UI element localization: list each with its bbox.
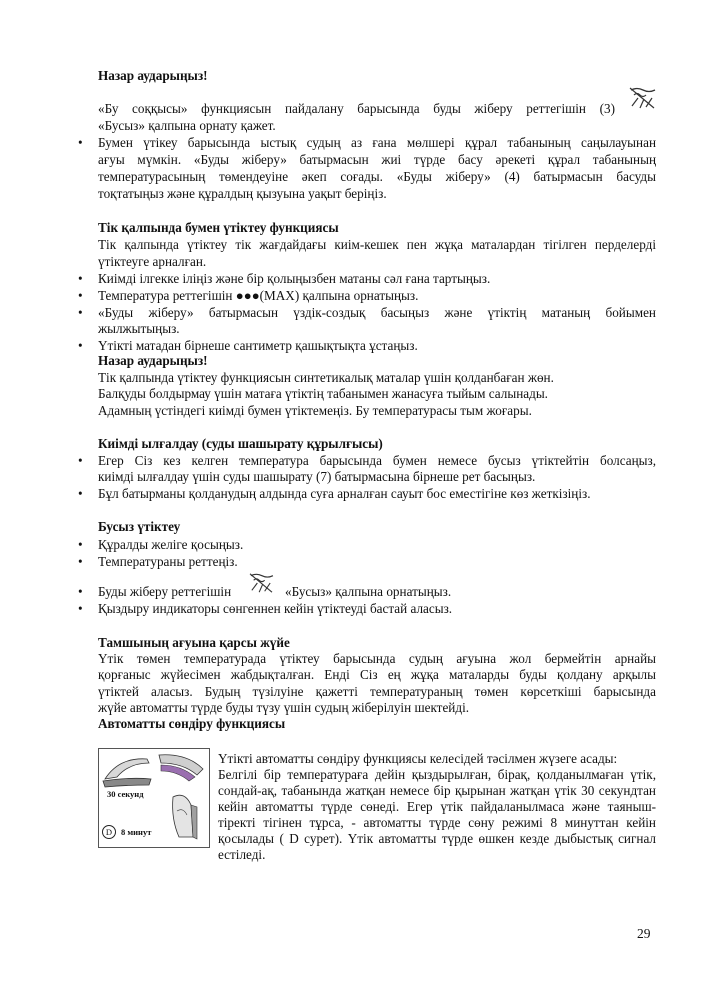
paragraph-line: үтіктеуге арналған. bbox=[98, 254, 207, 269]
bullet-line: Құралды желіге қосыңыз. bbox=[98, 537, 244, 552]
figure-letter-badge: D bbox=[102, 825, 116, 839]
paragraph-line: үтіктей аласыз. Будың түзілуіне қажетті температураның төмен көрсеткіші барысында bbox=[98, 684, 656, 699]
bullet-line: Киімді ілгекке іліңіз және бір қолыңызбен матаны сәл ғана тартыңыз. bbox=[98, 271, 491, 286]
bullet-icon: • bbox=[78, 271, 83, 286]
paragraph-line: қорғаныс жүйесімен жабдықталған. Енді Сіз ең жұқа маталарды буды қолдану арқылы bbox=[98, 667, 656, 682]
bullet-line: Буды жіберу реттегішін bbox=[98, 584, 232, 599]
bullet-icon: • bbox=[78, 601, 83, 616]
page-number: 29 bbox=[637, 926, 651, 941]
bullet-line: Бумен үтікеу барысында ыстық судың аз ғана мөлшері құрал табанының саңылауынан bbox=[98, 135, 656, 150]
bullet-line: Қыздыру индикаторы сөнгеннен кейін үтіктеуді бастай аласыз. bbox=[98, 601, 453, 616]
bullet-line: температурасының төмендеуіне әкеп соғады. «Буды жіберу» (4) батырмасын басуды bbox=[98, 169, 656, 184]
paragraph-line: тіректі тігінен тұрса, - автоматты түрде сөну режимі 8 минуттан кейін bbox=[218, 815, 656, 830]
bullet-icon: • bbox=[78, 554, 83, 569]
paragraph-line: қосылады ( D сурет). Үтік автоматты түрде өшкен кезде дыбыстық сигнал bbox=[218, 831, 656, 846]
warning-heading: Назар аударыңыз! bbox=[98, 353, 208, 368]
section-heading: Бусыз үтіктеу bbox=[98, 519, 181, 534]
bullet-line: Егер Сіз кез келген температура барысында бумен немесе бусыз үтіктейтін болсаңыз, bbox=[98, 453, 656, 468]
bullet-line: тоқтатыңыз және құралдың қызуына уақыт беріңіз. bbox=[98, 186, 387, 201]
figure-label-30-seconds: 30 секунд bbox=[107, 789, 144, 799]
section-heading: Автоматты сөндіру функциясы bbox=[98, 716, 286, 731]
steam-off-icon bbox=[628, 86, 656, 110]
bullet-line: ағуы мүмкін. «Буды жіберу» батырмасын жиі түрде басу әрекеті құрал табанының bbox=[98, 152, 656, 167]
bullet-line: жылжытыңыз. bbox=[98, 321, 180, 336]
paragraph-line: сондай-ақ, табанында жатқан немесе бір қырынан жатқан үтік 30 секундтан bbox=[218, 783, 656, 798]
bullet-line: Үтікті матадан бірнеше сантиметр қашықтықта ұстаңыз. bbox=[98, 338, 418, 353]
bullet-icon: • bbox=[78, 453, 83, 468]
bullet-line: «Буды жіберу» батырмасын үздік-создық басыңыз және үтіктің матаның бойымен bbox=[98, 305, 656, 320]
warning-heading: Назар аударыңыз! bbox=[98, 68, 208, 83]
bullet-icon: • bbox=[78, 135, 83, 150]
bullet-line: «Бусыз» қалпына орнатыңыз. bbox=[285, 584, 452, 599]
paragraph-line: Тік қалпында үтіктеу тік жағдайдағы киім-кешек пен жұқа маталардан тігілген перделерді bbox=[98, 237, 656, 252]
bullet-line: киімді ылғалдау үшін суды шашырату (7) батырмасына бірнеше рет басыңыз. bbox=[98, 469, 536, 484]
warning-line: Тік қалпында үтіктеу функциясын синтетикалық маталар үшін қолданбаған жөн. bbox=[98, 370, 554, 385]
bullet-line: Температура реттегішін ●●●(MAX) қалпына орнатыңыз. bbox=[98, 288, 419, 303]
bullet-icon: • bbox=[78, 537, 83, 552]
section-heading: Тік қалпында бумен үтіктеу функциясы bbox=[98, 220, 339, 235]
steam-off-icon bbox=[248, 572, 274, 594]
section-heading: Тамшының ағуына қарсы жүйе bbox=[98, 635, 290, 650]
paragraph-line: Белгілі бір температураға дейін қыздырылған, бірақ, қолданылмаған үтік, bbox=[218, 767, 656, 782]
bullet-line: Бұл батырманы қолданудың алдында суға арналған сауыт бос еместігіне көз жеткізіңіз. bbox=[98, 486, 591, 501]
figure-label-8-minutes: 8 минут bbox=[121, 827, 152, 837]
warning-line: Адамның үстіндегі киімді бумен үтіктемеңіз. Бу температурасы тым жоғары. bbox=[98, 403, 532, 418]
section-heading: Киімді ылғалдау (суды шашырату құрылғысы) bbox=[98, 436, 383, 451]
paragraph-line: Үтікті автоматты сөндіру функциясы келесідей тәсілмен жүзеге асады: bbox=[218, 751, 618, 766]
bullet-icon: • bbox=[78, 288, 83, 303]
bullet-line: Температураны реттеңіз. bbox=[98, 554, 238, 569]
paragraph-line: «Бусыз» қалпына орнату қажет. bbox=[98, 118, 276, 133]
bullet-icon: • bbox=[78, 486, 83, 501]
paragraph-line: естіледі. bbox=[218, 847, 266, 862]
paragraph-line: кейін автоматты түрде сөнеді. Егер үтік пайдаланылмаса және таяныш- bbox=[218, 799, 656, 814]
auto-off-figure bbox=[98, 748, 210, 848]
bullet-icon: • bbox=[78, 338, 83, 353]
bullet-icon: • bbox=[78, 584, 83, 599]
bullet-icon: • bbox=[78, 305, 83, 320]
paragraph-line: жүйе автоматты түрде буды түзу үшін судың жіберілуін шектейді. bbox=[98, 700, 470, 715]
paragraph-line: «Бу соққысы» функциясын пайдалану барысында буды жіберу реттегішін (3) bbox=[98, 101, 615, 116]
warning-line: Балқуды болдырмау үшін матаға үтіктің табанымен жанасуға тыйым салынады. bbox=[98, 386, 548, 401]
paragraph-line: Үтік төмен температурада үтіктеу барысында судың ағуына жол бермейтін арнайы bbox=[98, 651, 656, 666]
